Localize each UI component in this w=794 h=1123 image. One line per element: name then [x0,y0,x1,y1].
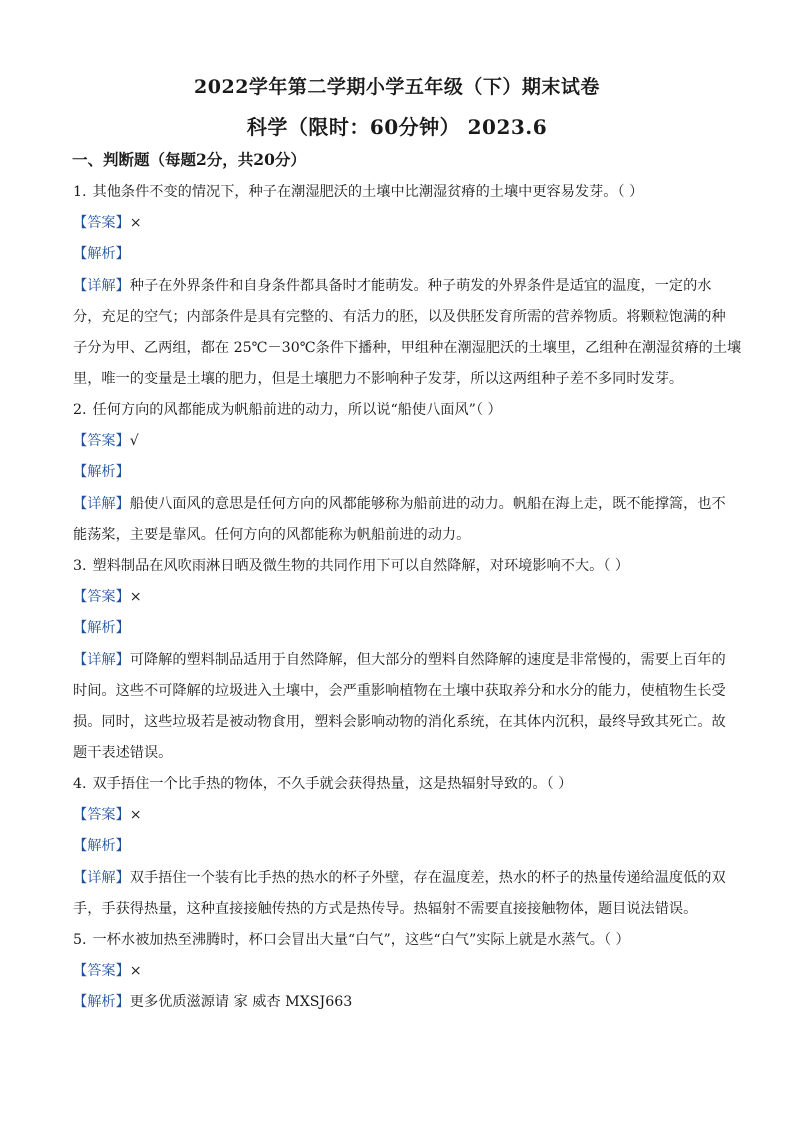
answer-row [73,431,139,451]
answer-value: × [129,215,142,231]
detail-label: 【详解】 [73,496,130,512]
analysis-row [73,992,352,1012]
exam-title: 2022学年第二学期小学五年级（下）期末试卷 [194,76,600,98]
answer-value: × [129,807,142,823]
question-4 [73,774,572,794]
question-text: 其他条件不变的情况下，种子在潮湿肥沃的土壤中比潮湿贫瘠的土壤中更容易发芽。（ ） [92,184,644,200]
question-1 [73,182,643,202]
exam-subtitle: 科学（限时：60分钟） 2023.6 [246,115,548,139]
answer-label: 【答案】 [73,433,130,449]
question-number: 1. [73,184,87,200]
question-text: 一杯水被加热至沸腾时，杯口会冒出大量“白气”，这些“白气”实际上就是水蒸气。（ ） [92,932,630,948]
analysis-label: 【解析】 [73,994,130,1010]
detail-line: 能荡桨，主要是靠风。任何方向的风都能称为帆船前进的动力。 [73,527,471,543]
answer-label: 【答案】 [73,807,130,823]
answer-value: × [129,963,142,979]
detail-line: 里，唯一的变量是土壤的肥力，但是土壤肥力不影响种子发芽，所以这两组种子差不多同时发芽。 [73,371,684,387]
question-number: 5. [73,932,87,948]
analysis-label: 【解析】 [73,838,130,854]
question-3 [73,556,629,576]
detail-line: 【详解】船使八面风的意思是任何方向的风都能够称为船前进的动力。帆船在海上走，既不能撑篙，也不 [73,496,726,512]
answer-label: 【答案】 [73,215,130,231]
analysis-label: 【解析】 [73,620,130,636]
detail-line: 【详解】可降解的塑料制品适用于自然降解，但大部分的塑料自然降解的速度是非常慢的，需要上百年的 [73,652,726,668]
answer-value: √ [129,433,139,449]
detail-label: 【详解】 [73,652,130,668]
question-text: 任何方向的风都能成为帆船前进的动力，所以说“船使八面风”（ ） [92,402,502,418]
question-number: 2. [73,402,87,418]
question-text: 双手捂住一个比手热的物体，不久手就会获得热量，这是热辐射导致的。（ ） [92,776,573,792]
answer-row [73,213,142,233]
detail-line: 题干表述错误。 [73,745,173,761]
answer-row [73,961,142,981]
detail-label: 【详解】 [73,278,130,294]
analysis-label: 【解析】 [73,464,130,480]
analysis-text: 更多优质滋源请 家 威杏 MXSJ663 [129,994,353,1010]
section-heading: 一、判断题（每题2分，共20分） [72,150,306,169]
answer-value: × [129,589,142,605]
answer-row [73,587,142,607]
detail-line: 损。同时，这些垃圾若是被动物食用，塑料会影响动物的消化系统，在其体内沉积，最终导致其死亡。故 [73,714,726,730]
detail-line: 时间。这些不可降解的垃圾进入土壤中，会严重影响植物在土壤中获取养分和水分的能力，使植物生长受 [73,683,726,699]
detail-label: 【详解】 [73,870,130,886]
detail-line: 【详解】种子在外界条件和自身条件都具备时才能萌发。种子萌发的外界条件是适宜的温度，一定的水 [73,278,712,294]
detail-line: 分，充足的空气；内部条件是具有完整的、有活力的胚，以及供胚发育所需的营养物质。将颗粒饱满的种 [73,309,726,325]
detail-line: 手，手获得热量，这种直接接触传热的方式是热传导。热辐射不需要直接接触物体，题目说法错误。 [73,901,698,917]
analysis-label: 【解析】 [73,246,130,262]
question-number: 4. [73,776,87,792]
question-number: 3. [73,558,87,574]
question-text: 塑料制品在风吹雨淋日晒及微生物的共同作用下可以自然降解，对环境影响不大。（ ） [92,558,630,574]
answer-label: 【答案】 [73,589,130,605]
answer-label: 【答案】 [73,963,130,979]
question-5 [73,930,630,950]
answer-row [73,805,142,825]
detail-line: 子分为甲、乙两组，都在 25℃－30℃条件下播种，甲组种在潮湿肥沃的土壤里，乙组种在潮湿贫瘠的土壤 [73,340,742,356]
detail-line: 【详解】双手捂住一个装有比手热的热水的杯子外壁，存在温度差，热水的杯子的热量传递给温度低的双 [73,870,726,886]
question-2 [73,400,502,420]
